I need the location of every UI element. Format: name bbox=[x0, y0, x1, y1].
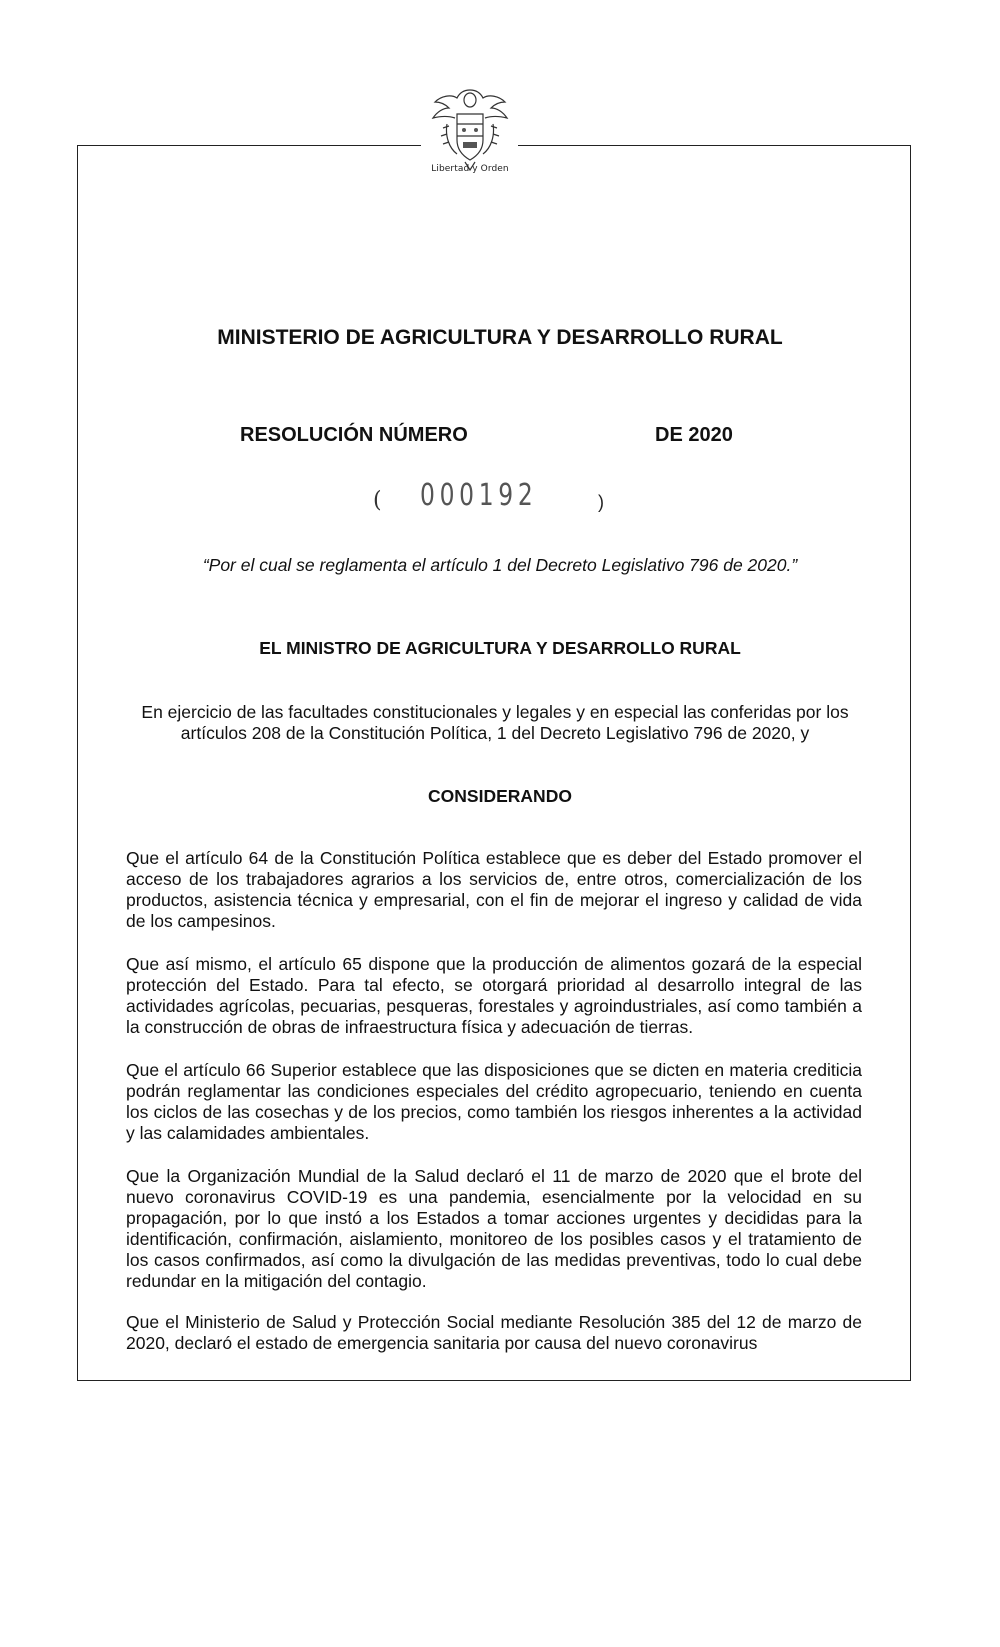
considering-paragraph: Que el artículo 64 de la Constitución Política establece que es deber del Estado promover el acceso de los trabajadores agrarios a los servicios de, entre otros, comercialización de los productos, asistencia técnica y empresarial, con el fin de mejorar el ingreso y calidad de vida de los campesinos. bbox=[126, 848, 862, 931]
seal-motto: Libertad y Orden bbox=[431, 164, 509, 174]
coat-of-arms-icon bbox=[427, 84, 513, 174]
resolution-label: RESOLUCIÓN NÚMERO bbox=[240, 424, 468, 446]
ministry-heading: MINISTERIO DE AGRICULTURA Y DESARROLLO RURAL bbox=[217, 326, 783, 349]
resolution-paren-close: ) bbox=[598, 492, 604, 512]
resolution-number-stamp: 000192 bbox=[420, 478, 538, 513]
considering-paragraph: Que el Ministerio de Salud y Protección Social mediante Resolución 385 del 12 de marzo de 2020, declaró el estado de emergencia sanitaria por causa del nuevo coronavirus bbox=[126, 1312, 862, 1353]
minister-title: EL MINISTRO DE AGRICULTURA Y DESARROLLO RURAL bbox=[259, 638, 741, 658]
resolution-epigraph: “Por el cual se reglamenta el artículo 1 del Decreto Legislativo 796 de 2020.” bbox=[202, 555, 798, 575]
resolution-paren-open: ( bbox=[373, 488, 382, 513]
resolution-year: DE 2020 bbox=[655, 424, 733, 446]
considering-paragraph: Que el artículo 66 Superior establece que las disposiciones que se dicten en materia crediticia podrán reglamentar las condiciones especiales del crédito agropecuario, teniendo en cuenta los ciclos de las cosechas y de los precios, como también los riesgos inherentes a la actividad y las calamidades ambientales. bbox=[126, 1060, 862, 1143]
considering-paragraph: Que así mismo, el artículo 65 dispone que la producción de alimentos gozará de la especial protección del Estado. Para tal efecto, se otorgará prioridad al desarrollo integral de las actividades agrícolas, pecuarias, pesqueras, forestales y agroindustriales, así como también a la construcción de obras de infraestructura física y adecuación de tierras. bbox=[126, 954, 862, 1037]
preamble-text: En ejercicio de las facultades constitucionales y legales y en especial las conferidas por los artículos 208 de la Constitución Política, 1 del Decreto Legislativo 796 de 2020, y bbox=[141, 702, 849, 743]
considering-heading: CONSIDERANDO bbox=[428, 786, 572, 806]
considering-paragraph: Que la Organización Mundial de la Salud declaró el 11 de marzo de 2020 que el brote del nuevo coronavirus COVID-19 es una pandemia, esencialmente por la velocidad en su propagación, por lo que instó a los Estados a tomar acciones urgentes y decididas para la identificación, confirmación, aislamiento, monitoreo de los posibles casos y el tratamiento de los casos confirmados, así como la divulgación de las medidas preventivas, todo lo cual debe redundar en la mitigación del contagio. bbox=[126, 1166, 862, 1291]
